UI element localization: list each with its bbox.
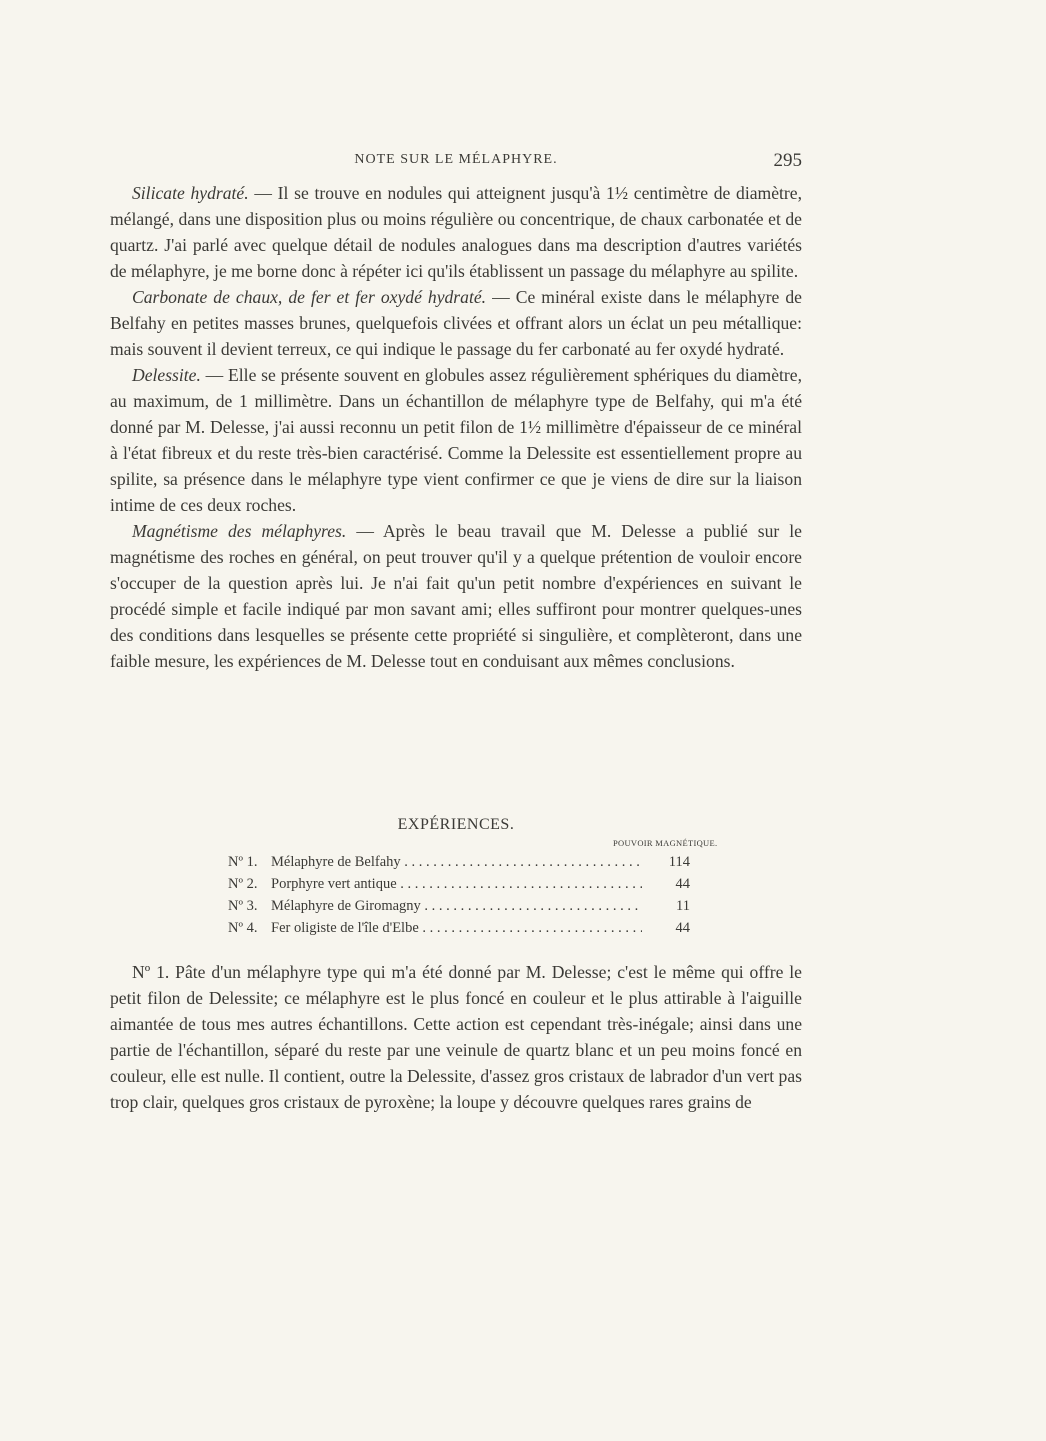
paragraph [110, 362, 802, 518]
paragraph-text: — Il se trouve en nodules qui atteignent jusqu'à 1½ centimètre de diamètre, mélangé, dans une disposition plus ou moins régulière ou concentrique, de chaux carbonatée et de quartz. J'ai parlé avec quelque détail de nodules analogues dans ma description d'autres variétés de mélaphyre, je me borne donc à répéter ici qu'ils établissent un passage du mélaphyre au spilite. [110, 183, 802, 281]
paragraph-lead: Silicate hydraté. [132, 183, 249, 203]
paragraph-lead: Delessite. [132, 365, 201, 385]
paragraph [110, 518, 802, 674]
table-row [228, 917, 690, 939]
table-row [228, 873, 690, 895]
row-sample: Fer oligiste de l'île d'Elbe . . . [271, 917, 642, 939]
page-number: 295 [773, 150, 802, 171]
body-text [110, 180, 802, 674]
row-sample: Mélaphyre de Belfahy . . . [271, 851, 642, 873]
paragraph-lead: Carbonate de chaux, de fer et fer oxydé hydraté. [132, 287, 487, 307]
row-value: 11 [676, 898, 690, 914]
table-title: EXPÉRIENCES. [397, 816, 515, 833]
row-number: Nº 3. [228, 898, 258, 914]
row-sample: Porphyre vert antique . . . [271, 873, 642, 895]
row-value: 114 [668, 854, 690, 870]
paragraph [110, 180, 802, 284]
row-number: Nº 2. [228, 876, 258, 892]
paragraph: Nº 1. Pâte d'un mélaphyre type qui m'a été donné par M. Delesse; c'est le même qui offre le petit filon de Delessite; ce mélaphyre est le plus foncé en couleur et le plus attirable à l'aiguille aimantée de tous mes autres échantillons. Cette action est cependant très-inégale; ainsi dans une partie de l'échantillon, séparé du reste par une veinule de quartz blanc et un peu moins foncé en couleur, elle est nulle. Il contient, outre la Delessite, d'assez gros cristaux de labrador d'un vert pas trop clair, quelques gros cristaux de pyroxène; la loupe y découvre quelques rares grains de [110, 962, 802, 1112]
row-value: 44 [675, 920, 690, 936]
row-number: Nº 4. [228, 920, 258, 936]
table-row [228, 895, 690, 917]
closing-text [110, 959, 802, 1115]
paragraph-text: — Ce minéral existe dans le mélaphyre de Belfahy en petites masses brunes, quelquefois clivées et offrant alors un éclat un peu métallique: mais souvent il devient terreux, ce qui indique le passage du fer carbonaté au fer oxydé hydraté. [110, 287, 802, 359]
row-value: 44 [675, 876, 690, 892]
paragraph [110, 284, 802, 362]
running-head [110, 150, 802, 174]
paragraph-text: — Après le beau travail que M. Delesse a publié sur le magnétisme des roches en général, on peut trouver qu'il y a quelque prétention de vouloir encore s'occuper de la question après lui. Je n'ai fait qu'un petit nombre d'expériences en suivant le procédé simple et facile indiqué par mon savant ami; elles suffiront pour montrer quelques-unes des conditions dans lesquelles se présente cette propriété si singulière, et complèteront, dans une faible mesure, les expériences de M. Delesse tout en conduisant aux mêmes conclusions. [110, 521, 802, 671]
running-title: NOTE SUR LE MÉLAPHYRE. [354, 152, 558, 167]
paragraph-lead: Magnétisme des mélaphyres. [132, 521, 347, 541]
experiments-table [228, 851, 690, 939]
table-row [228, 851, 690, 873]
table-column-header: POUVOIR MAGNÉTIQUE. [613, 838, 718, 848]
paragraph-text: — Elle se présente souvent en globules assez régulièrement sphériques du diamètre, au maximum, de 1 millimètre. Dans un échantillon de mélaphyre type de Belfahy, qui m'a été donné par M. Delesse, j'ai aussi reconnu un petit filon de 1½ millimètre d'épaisseur de ce minéral à l'état fibreux et du reste très-bien caractérisé. Comme la Delessite est essentiellement propre au spilite, sa présence dans le mélaphyre type vient confirmer ce que je viens de dire sur la liaison intime de ces deux roches. [110, 365, 802, 515]
row-sample: Mélaphyre de Giromagny . . . [271, 895, 642, 917]
row-number: Nº 1. [228, 854, 258, 870]
